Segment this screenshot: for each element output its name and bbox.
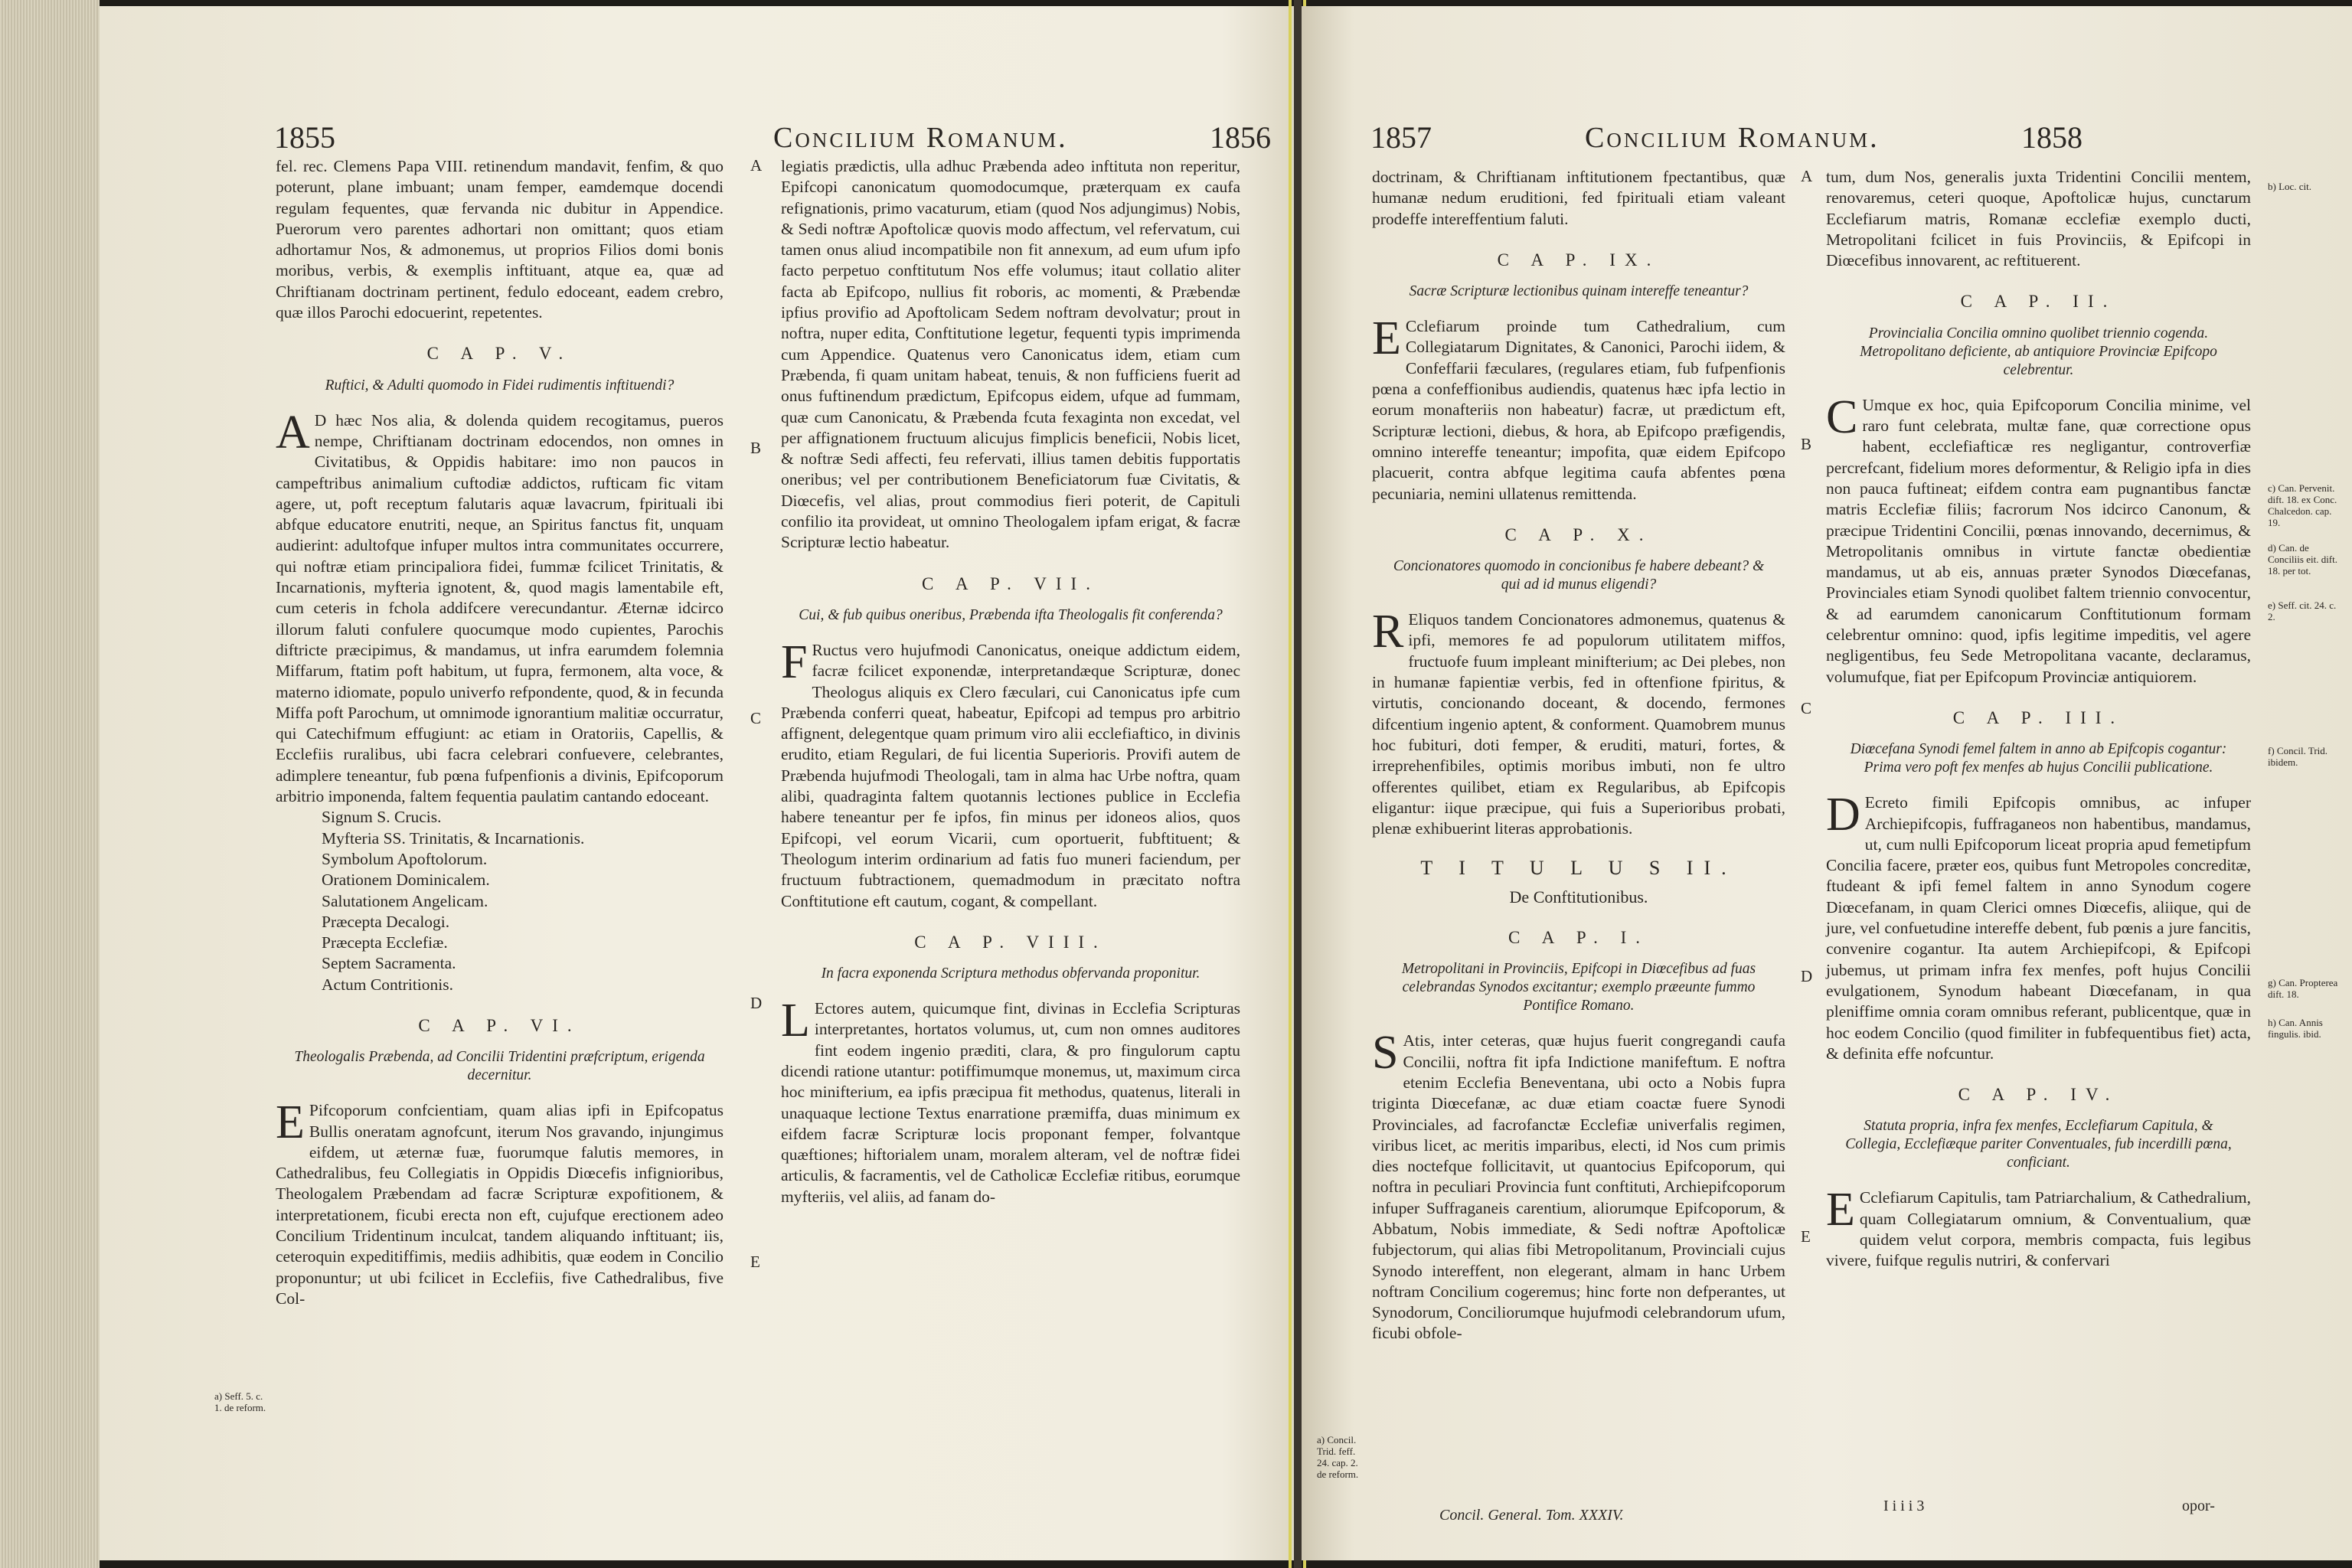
paragraph: fel. rec. Clemens Papa VIII. retinendum mandavit, fenfim, & quo poterunt, plane imbuant; unam femper, eamdemque docendi regulam fequentes, quæ fervanda nic dubitur in Appendice. Puerorum vero parentes adhortari non omittant; quos etiam adhortamur Nos, & admonemus, ut proprios Filios domi bonis moribus, verbis, & exemplis inftituant, atque ea, quæ ad Chriftianam doctrinam pertinent, fedulo edoceant, eadem crebro, quæ illos Parochi edocuerint, repetentes. <box>276 157 724 322</box>
drop-cap: E <box>1372 312 1401 365</box>
paragraph-text: D hæc Nos alia, & dolenda quidem recogitamus, pueros nempe, Chriftianam doctrinam edocendos, non omnes in Civitatibus, & Oppidis habitare: imo non paucos in campeftribus animalium cuftodiæ addictos, rufticam fic vitam agere, ut, poft receptum falutaris aquæ lavacrum, fpirituali ibi abfque educatore enutriti, neque, an Spiritus fanctus fit, unquam audierint: adultofque infuper multos intra communitates occurrere, qui noftræ etiam principaliora fidei, fummæ fcilicet Trinitatis, & Incarnationis, myfteria ignotent, &, quod magis lamentabile eft, cum ceteris in fchola addifcere verecundantur. Æternæ idcirco illorum faluti confulere quocumque modo cupientes, Parochis diftricte præcipimus, & mandamus, ut infra earumdem folemnia Miffarum, ftatim poft habitum, ut fupra, fermonem, alta voce, & materno idiomate, populo univerfo refpondente, quod, & in fecunda Miffa poft Parochum, ut omnimode ignorantium malitiæ occurratur, qui Catechifmum effugiunt: ac etiam in Oratoriis, Capellis, & Ecclefiis ruralibus, ubi facra celebrari confuevere, celebrantes, adimplere teneantur, fub pœna fufpenfionis a divinis, Epifcoporum arbitrio imponenda, faltem fequentia paulatim cantando edoceant. <box>276 410 724 806</box>
margin-letter: E <box>750 1253 760 1271</box>
paragraph <box>1372 312 1785 505</box>
paragraph-text: Cclefiarum Capitulis, tam Patriarchalium, & Cathedralium, quam Collegiatarum omnium, & Conventualium, quæ quidem velut corpora, membris compacta, fuis legibus vivere, fuifque regulis nutriri, & confervari <box>1826 1188 2251 1270</box>
chapter-heading: C A P. VI. <box>418 1015 581 1035</box>
margin-letter: A <box>750 156 763 175</box>
list-item: Salutationem Angelicam. <box>322 891 488 910</box>
margin-note: a) Concil. Trid. feff. 24. cap. 2. de reform. <box>1317 1434 1359 1480</box>
drop-cap: C <box>1826 390 1858 443</box>
list-item: Signum S. Crucis. <box>322 808 442 827</box>
text-column-left <box>276 156 724 1309</box>
chapter-rubric: Statuta propria, infra fex menfes, Ecclefiarum Capitula, & Collegia, Ecclefiæque pariter Conventuales, fub incerdilli pœna, conficiant. <box>1845 1118 2232 1171</box>
running-head: Concilium Romanum. <box>1585 122 1880 154</box>
chapter-rubric: Theologalis Præbenda, ad Concilii Tridentini præfcriptum, erigenda decernitur. <box>294 1049 705 1084</box>
chapter-heading: C A P. V. <box>426 344 573 364</box>
paragraph-text: Umque ex hoc, quia Epifcoporum Concilia minime, vel raro funt celebrata, multæ fane, quæ correctione opus habent, ecclefiafticæ res negligantur, controverfiæ percrefcant, fidelium mores deformentur, & Religio ipfa in dies non pauca fuftineat; eifdem contra eam pugnantibus fanctæ matris Ecclefiæ filiis; facrorum Nos idcirco Canonum, & præcipue Tridentini Concilii, pœnas innovando, decernimus, & Metropolitanis omnibus in virtute fanctæ obedientiæ mandamus, ut ab eis, annuas præter Synodos Diœcefanas, Provinciales etiam Synodi quolibet faltem triennio convocentur, & ad earumdem canonicarum Conftitutionum formam celebrentur omnino: quod, ipfis legitime impeditis, vel agere negligentibus, feu Sede Metropolitana vacante, declaramus, volumufque, fiat per Epifcopum Provinciæ antiquiorem. <box>1826 395 2251 686</box>
drop-cap: D <box>1826 789 1860 841</box>
page-number: 1855 <box>274 120 335 155</box>
margin-letter: D <box>750 994 763 1012</box>
paragraph-text: Ectores autem, quicumque fint, divinas in Ecclefia Scripturas interpretantes, hortatos volumus, ut, cum non omnes auditores fint eodem ingenio præditi, clara, & pro fingulorum captu dicendi ratione utantur: potiffimumque monemus, ut, maximum circa hoc minifterium, ea ipfis præcipua fit methodus, quatenus, literali in unaquaque lectione Textus enarratione præmiffa, duas minimum ex eifdem facræ Scripturæ locis proponant femper, folvantque quæftiones; hiftorialem unam, moralem alteram, vel de noftræ fidei articulis, & facramentis, vel de Catholicæ Ecclefiæ ritibus, eorumque myfteriis, vel aliis, ad fanam do- <box>781 999 1240 1206</box>
paragraph <box>276 406 724 808</box>
page-number: 1858 <box>2021 120 2082 155</box>
chapter-heading: C A P. X. <box>1504 524 1653 544</box>
list-item: Orationem Dominicalem. <box>322 871 490 890</box>
drop-cap: L <box>781 995 810 1047</box>
margin-letter: B <box>750 439 762 457</box>
catchword: opor- <box>2182 1498 2215 1514</box>
running-head: Concilium Romanum. <box>773 122 1068 154</box>
list-item: Myfteria SS. Trinitatis, & Incarnationis. <box>322 828 585 848</box>
list-item: Symbolum Apoftolorum. <box>322 849 488 868</box>
book-gutter <box>1294 0 1302 1568</box>
chapter-rubric: In facra exponenda Scriptura methodus obfervanda proponitur. <box>821 965 1200 982</box>
drop-cap: R <box>1372 606 1404 658</box>
margin-letter: A <box>1801 167 1813 185</box>
titulus-heading: T I T U L U S II. <box>1420 857 1737 880</box>
chapter-rubric: Metropolitani in Provinciis, Epifcopi in Diœcefibus ad fuas celebrandas Synodos excitantur; exemplo præeunte fummo Pontifice Romano. <box>1401 961 1756 1014</box>
margin-note: f) Concil. Trid. ibidem. <box>2268 745 2328 768</box>
book-page-edges <box>0 0 100 1568</box>
paragraph <box>1826 1184 2251 1271</box>
paragraph: doctrinam, & Chriftianam inftitutionem fpectantibus, quæ humanæ nedum eruditioni, fed fpirituali etiam valeant prodeffe intereffentium faluti. <box>1372 168 1785 228</box>
paragraph-text: Atis, inter ceteras, quæ hujus fuerit congregandi caufa Concilii, noftra fit ipfa Indictione manifeftum. E noftra etenim Ecclefia Beneventana, ubi octo a Nobis fupra triginta Diœcefanæ, ac duæ etiam coactæ fuere Synodi Provinciales, ad facrofanctæ Ecclefiæ univerfalis regimen, viribus licet, ac meritis imparibus, electi, id Nos cum primis dies noctefque follicitavit, ut quantocius Epifcoporum, qui noftra in peculiari Provincia funt conftituti, Archiepifcoporum infuper Suffraganeis carentium, aliorumque Epifcoporum, & Abbatum, Nobis immediate, & Sedi noftræ Apoftolicæ fubjectorum, qui alias fibi Metropolitanum, Provinciali cujus Synodo intereffent, non elegerant, almam in hanc Urbem noftram Concilium cogeremus; hinc forte non defperantes, ut Synodorum, Conciliorumque hujufmodi celebrandorum ufum, ficubi obfole- <box>1372 1031 1785 1343</box>
margin-letter: D <box>1801 967 1813 985</box>
text-column-right <box>1826 167 2251 1272</box>
drop-cap: F <box>781 635 808 688</box>
drop-cap: A <box>276 406 310 459</box>
chapter-heading: C A P. VIII. <box>914 932 1107 952</box>
chapter-rubric: Provincialia Concilia omnino quolibet triennio cogenda. Metropolitano deficiente, ab antiquiore Provinciæ Epifcopo celebrentur. <box>1860 325 2217 378</box>
margin-note: c) Can. Pervenit. dift. 18. ex Conc. Chalcedon. cap. 19. <box>2268 482 2337 528</box>
margin-letter: E <box>1801 1227 1811 1246</box>
margin-note: g) Can. Propterea dift. 18. <box>2268 977 2338 1000</box>
chapter-rubric: Diœcefana Synodi femel faltem in anno ab Epifcopis cogantur: Prima vero poft fex menfes ab hujus Concilii publicatione. <box>1850 741 2227 776</box>
chapter-rubric: Cui, & fub quibus oneribus, Præbenda ifta Theologalis fit conferenda? <box>799 606 1223 623</box>
chapter-rubric: Concionatores quomodo in concionibus fe habere debeant? & qui ad id munus eligendi? <box>1393 558 1765 593</box>
text-column-right <box>781 156 1240 1207</box>
paragraph <box>1826 789 2251 1064</box>
page-number: 1856 <box>1210 120 1271 155</box>
drop-cap: E <box>1826 1184 1855 1236</box>
margin-note: b) Loc. cit. <box>2268 181 2312 192</box>
paragraph <box>1372 1027 1785 1344</box>
prayer-list <box>276 807 724 995</box>
paragraph: legiatis prædictis, ulla adhuc Præbenda adeo inftituta non reperitur, Epifcopi canonicatum quomodocumque, præterquam ex caufa refignationis, primo vacaturum, etiam (quod Nos adjungimus) Nobis, & Sedi noftræ Apoftolicæ quovis modo affectum, vel refervatum, cui tamen onus aliud incompatibile non fit annexum, ad eum ufum ipfo facto perpetuo conftitutum Nos effe volumus; itaut collatio aliter facta ab Epifcopo, nullius fit roboris, ac momenti, & Præbendæ ipfius provifio ad Apoftolicam Sedem noftram devolvatur; prout in noftra, nuper edita, Conftitutione legetur, fequenti typis imprimenda cum Appendice. Quatenus vero Canonicatus idem, etiam cum Præbenda, fi quam unitam habeat, tenuis, & non fufficiens fuerit ad onus fuftinendum prædictum, Epifcopus eidem, ufque ad fummam, quæ cum Canonicatu, & Præbenda fcuta fexaginta non excedat, vel per affignationem fructuum alicujus fimplicis beneficii, Nobis licet, & noftræ Sedi affecti, feu refervati, illius tamen debitis fupportatis oneribus; vel per contributionem Beneficiatorum fuæ Civitatis, & Diœcefis, vel alias, prout commodius fieri poterit, de Capituli confilio ita provideat, ut omnino Theologalem ipfam erigat, & facræ Scripturæ lectio habeatur. <box>781 157 1240 552</box>
paragraph-text: Pifcoporum confcientiam, quam alias ipfi in Epifcopatus Bullis oneratam agnofcunt, iterum Nos gravando, injungimus eifdem, ut æternæ fuæ, fuorumque falutis memores, in Cathedralibus, feu Collegiatis in Oppidis Diœcefis infignioribus, Theologalem Præbendam ad facræ Scripturæ expofitionem, & interpretationem, ficubi erecta non eft, cujufque erectionem adeo Concilium Tridentinum inculcat, tandem aliquando inftituant; iis, ceteroquin expeditiffimis, mediis adhibitis, quæ eodem in Concilio proponuntur; ut ubi fcilicet in Ecclefiis, five Cathedralibus, five Col- <box>276 1101 724 1308</box>
paragraph <box>781 995 1240 1207</box>
paragraph <box>276 1096 724 1309</box>
chapter-heading: C A P. IX. <box>1497 250 1661 270</box>
list-item: Præcepta Ecclefiæ. <box>322 933 448 952</box>
paragraph <box>1372 606 1785 839</box>
left-page <box>100 6 1294 1560</box>
signature-mark: I i i i 3 <box>1883 1498 1925 1514</box>
paragraph-text: Cclefiarum proinde tum Cathedralium, cum Collegiatarum Dignitates, & Canonici, Parochi iidem, & Confeffarii fæculares, (regulares etiam, fub fufpenfionis pœna a confeffionibus audiendis, quatenus hæc ipfa lectio in eorum monafteriis non habeatur) facræ, ut prædictum eft, Scripturæ lectioni, diebus, & hora, ab Epifcopo præfigendis, omnino intereffe teneantur; impofita, quæ eidem Epifcopo placuerit, contra abfque legitima caufa abfentes pœna pecuniaria, nemini ullatenus remittenda. <box>1372 317 1785 503</box>
margin-note: e) Seff. cit. 24. c. 2. <box>2268 599 2337 622</box>
list-item: Septem Sacramenta. <box>322 954 456 973</box>
page-number: 1857 <box>1370 120 1432 155</box>
paragraph-text: Ructus vero hujufmodi Canonicatus, oneique addictum eidem, facræ fcilicet exponendæ, interpretandæque Scripturæ, donec Theologus aliquis ex Clero fæculari, cui Canonicatus ipfe cum Præbenda conferri queat, habeatur, Epifcopi ad tempus pro arbitrio affignent, delegentque quam primum viro alii ecclefiaftico, in divinis erudito, etiam Regulari, de fui licentia Superioris. Provifi autem de Præbenda hujufmodi Theologali, tam in alma hac Urbe noftra, quam alibi, quadraginta faltem quotannis lectiones publice in Ecclefia habere teneantur per fe ipfos, fin minus per idoneos alios, quos Epifcopi, vel eorum Vicarii, cum oportuerit, fubftituent; & Theologum interim ordinarium ad fatis fuo muneri faciendum, per fructuum fubtractionem, quemadmodum in præcitato noftra Conftitutione eft cautum, cogant, & compellant. <box>781 640 1240 910</box>
paragraph: tum, dum Nos, generalis juxta Tridentini Concilii mentem, renovaremus, ceteri quoque, Apoftolicæ hujus, cunctarum Ecclefiarum matris, Romanæ ecclefiæ exemplo ducti, Metropolitani fcilicet in fuis Provinciis, & Epifcopi in Diœcefibus innovarent, ac reftituerent. <box>1826 168 2251 270</box>
chapter-rubric: Sacræ Scripturæ lectionibus quinam intereffe teneantur? <box>1409 283 1749 300</box>
chapter-heading: C A P. VII. <box>922 573 1099 593</box>
paragraph-text: Ecreto fimili Epifcopis omnibus, ac infuper Archiepifcopis, fuffraganeos non habentibus, mandamus, ut, cum nulli Epifcoporum liceat propria apud femetipfum Concilia facere, præter eos, quibus funt Metropoles concreditæ, ftudeant & ipfi femel faltem in anno Synodum cogere Diœcefanam, in quam Clerici omnes Diœcefis, aliique, qui de jure, vel confuetudine intereffe debent, fub pœnis a jure fancitis, convenire cogantur. Ita autem Archiepifcopi, & Epifcopi jubemus, ut primam infra fex menfes, poft hujus Concilii evulgationem, Synodum habeant Diœcefanam, in qua pleniffime omnia coram omnibus referant, publicentque, quæ in hoc eodem Concilio (quod fimiliter in fubfequentibus fiet) acta, & definita effe nofcuntur. <box>1826 793 2251 1063</box>
footer-title: Concil. General. Tom. XXXIV. <box>1439 1507 1624 1524</box>
right-page <box>1302 6 2352 1560</box>
margin-letter: B <box>1801 435 1812 453</box>
paragraph-text: Eliquos tandem Concionatores admonemus, quatenus & ipfi, memores fe ad populorum utilitatem miffos, fructuofe fuum impleant minifterium; ac Dei plebes, non in humanæ fapientiæ verbis, fed in oftenfione fpiritus, & virtutis, concionando doceant, & docendo, fermones difcentium ingenio aptent, & conforment. Quamobrem munus hoc fubituri, doti femper, & eruditi, maturi, fortes, & irreprehenfibiles, optimis moribus imbuti, non fe ultro offerentes quilibet, etiam ex Regularibus, ab Epifcopis eligantur: iique præcipue, qui fuis a Superioribus probati, plenæ exhibuerint literas approbationis. <box>1372 610 1785 838</box>
drop-cap: E <box>276 1096 305 1149</box>
paragraph <box>781 635 1240 912</box>
page-edge-line <box>1289 0 1292 1568</box>
margin-note: h) Can. Annis fingulis. ibid. <box>2268 1017 2323 1040</box>
chapter-heading: C A P. I. <box>1508 928 1650 948</box>
drop-cap: S <box>1372 1027 1399 1080</box>
list-item: Præcepta Decalogi. <box>322 912 450 931</box>
margin-letter: C <box>750 709 762 727</box>
paragraph <box>1826 390 2251 688</box>
titulus-subheading: De Conftitutionibus. <box>1509 887 1648 906</box>
margin-note: d) Can. de Conciliis eit. dift. 18. per tot. <box>2268 542 2337 577</box>
chapter-heading: C A P. II. <box>1960 292 2117 312</box>
margin-note: a) Seff. 5. c. 1. de reform. <box>214 1390 266 1413</box>
list-item: Actum Contritionis. <box>322 975 453 994</box>
chapter-heading: C A P. IV. <box>1958 1085 2119 1105</box>
chapter-rubric: Ruftici, & Adulti quomodo in Fidei rudimentis inftituendi? <box>325 377 675 394</box>
text-column-left <box>1372 167 1785 1344</box>
chapter-heading: C A P. III. <box>1952 707 2125 727</box>
margin-letter: C <box>1801 699 1812 717</box>
